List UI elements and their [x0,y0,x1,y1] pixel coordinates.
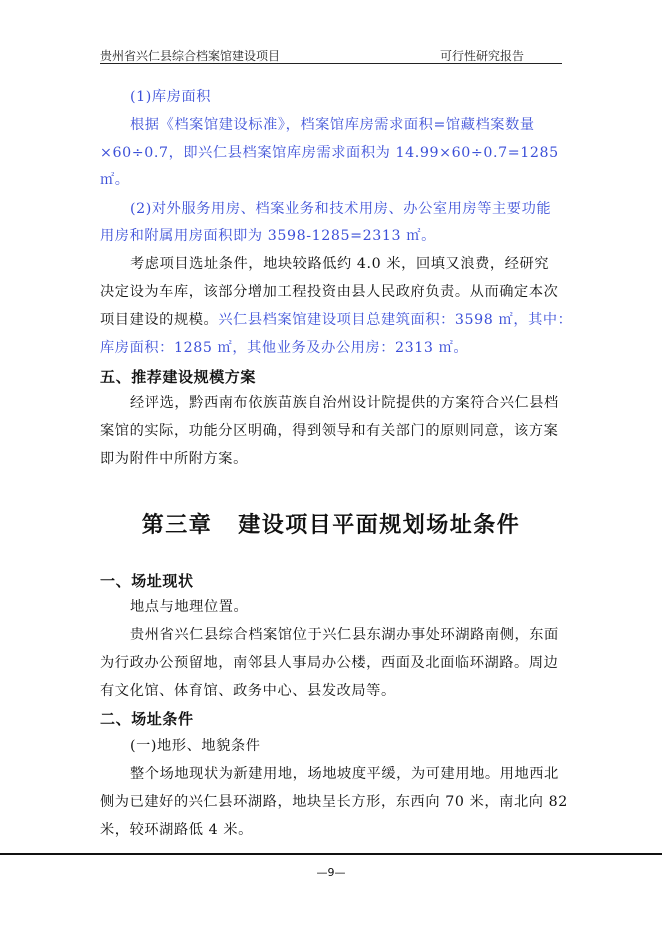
paragraph-line: 考虑项目选址条件，地块较路低约 4.0 米，回填又浪费，经研究 [130,256,550,272]
paragraph-line: ㎡。 [100,172,130,188]
paragraph-line: 地点与地理位置。 [130,599,249,615]
paragraph-line: ×60÷0.7，即兴仁县档案馆库房需求面积为 14.99×60÷0.7=1285 [100,145,559,161]
section-heading-5: 五、推荐建设规模方案 [100,368,257,386]
chapter-name: 建设项目平面规划场址条件 [238,512,521,538]
highlighted-text-segment: 兴仁县档案馆建设项目总建筑面积：3598 ㎡，其中： [218,312,573,328]
chapter-title [0,508,662,539]
paragraph-line: 整个场地现状为新建用地，场地坡度平缓，为可建用地。用地西北 [130,766,559,782]
paragraph-line: 案馆的实际，功能分区明确，得到领导和有关部门的原则同意，该方案 [100,423,559,439]
section-heading-1: 一、场址现状 [100,572,194,590]
paragraph-line: 侧为已建好的兴仁县环湖路，地块呈长方形，东西向 70 米，南北向 82 [100,794,568,810]
header-divider [100,63,562,64]
paragraph-line: (1)库房面积 [130,89,212,105]
page-number: —9— [316,866,346,879]
paragraph-line: 即为附件中所附方案。 [100,451,248,467]
page-header-right: 可行性研究报告 [440,49,525,63]
paragraph-line: 米，较环湖路低 4 米。 [100,822,253,838]
paragraph-line: 经评选，黔西南布依族苗族自治州设计院提供的方案符合兴仁县档 [130,395,559,411]
footer-divider [0,853,662,855]
paragraph-line: 根据《档案馆建设标准》，档案馆库房需求面积=馆藏档案数量 [130,117,535,133]
text-segment: 项目建设的规模。 [100,312,219,328]
paragraph-line: 贵州省兴仁县综合档案馆位于兴仁县东湖办事处环湖路南侧，东面 [130,627,559,643]
paragraph-line: 决定设为车库，该部分增加工程投资由县人民政府负责。从而确定本次 [100,284,559,300]
paragraph-line: (2)对外服务用房、档案业务和技术用房、办公室用房等主要功能 [130,201,552,217]
paragraph-line: 有文化馆、体育馆、政务中心、县发改局等。 [100,683,396,699]
paragraph-line: 用房和附属用房面积即为 3598-1285=2313 ㎡。 [100,228,436,244]
paragraph-line [100,311,572,329]
chapter-number: 第三章 [141,512,213,538]
section-heading-2: 二、场址条件 [100,710,194,728]
paragraph-line: 为行政办公预留地，南邻县人事局办公楼，西面及北面临环湖路。周边 [100,655,559,671]
paragraph-line: (一)地形、地貌条件 [130,738,261,754]
page-header-left: 贵州省兴仁县综合档案馆建设项目 [100,49,281,63]
paragraph-line: 库房面积：1285 ㎡，其他业务及办公用房：2313 ㎡。 [100,340,469,356]
